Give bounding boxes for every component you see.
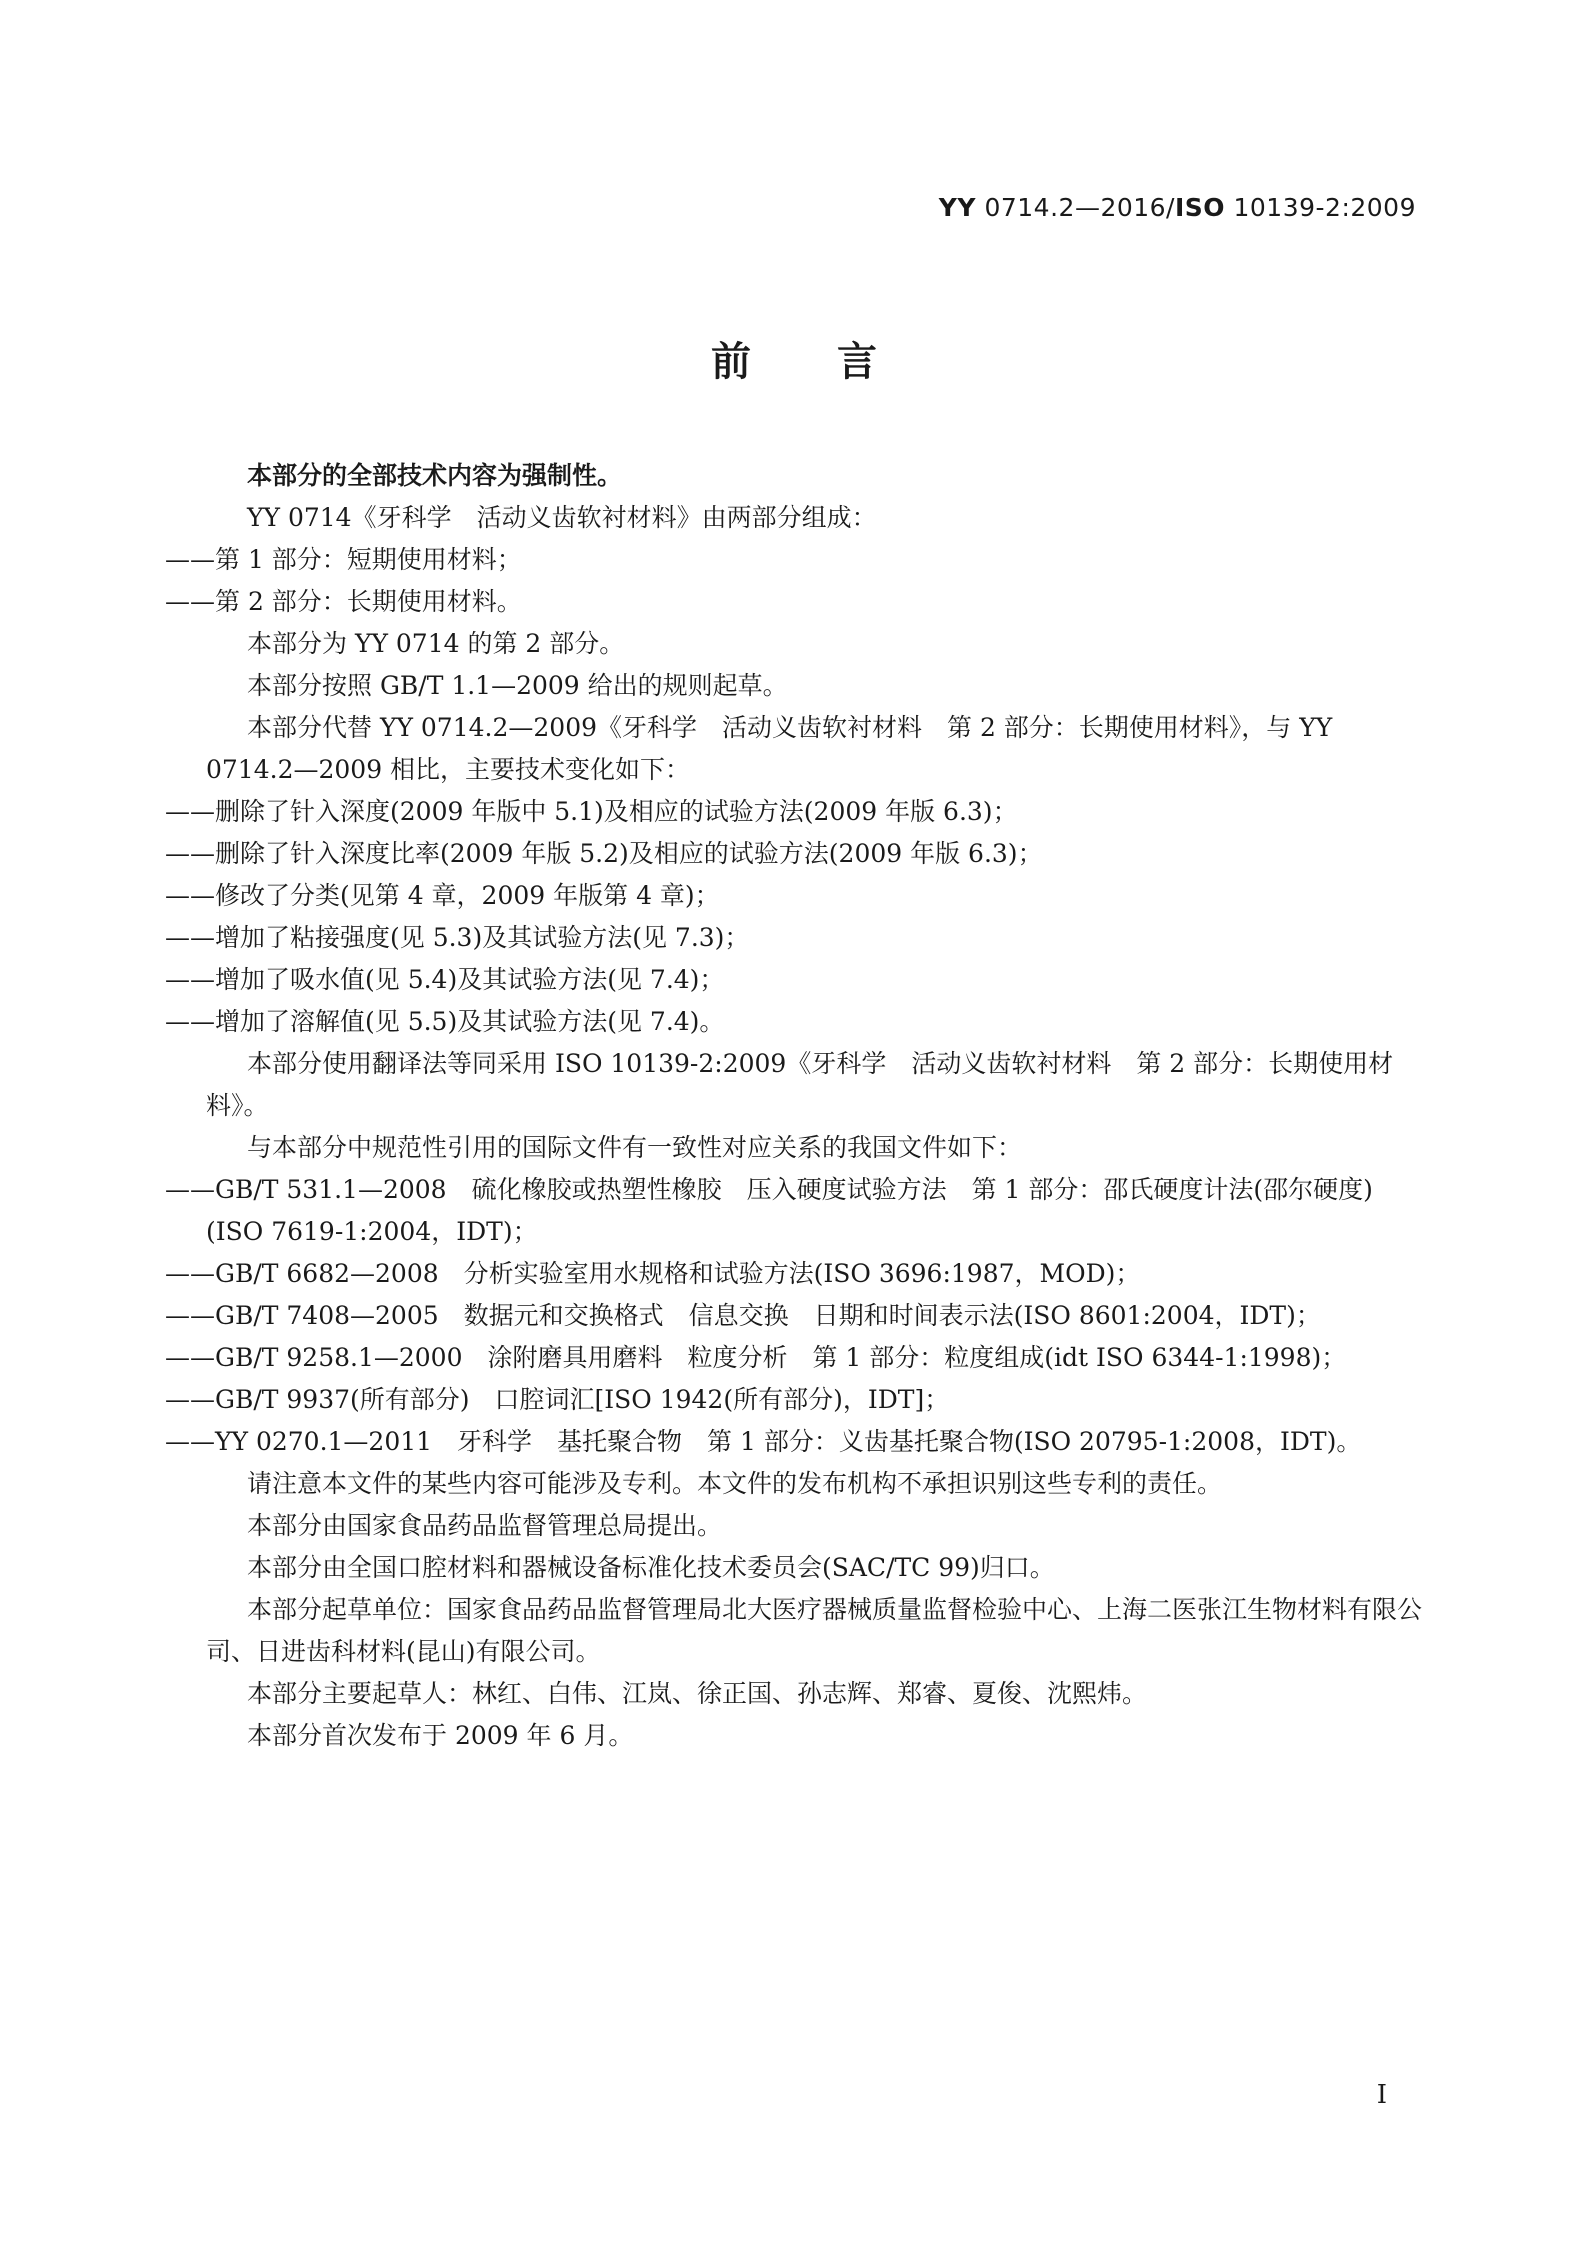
std-code-iso: ISO [1174,193,1226,222]
change-item-3: ——修改了分类(见第 4 章，2009 年版第 4 章)； [165,881,720,910]
paragraph-adoption: 本部分使用翻译法等同采用 ISO 10139-2:2009《牙科学 活动义齿软衬材料 第 2 部分：长期使用材料》。 [206,1049,1394,1120]
reference-item-1: ——GB/T 531.1—2008 硫化橡胶或热塑性橡胶 压入硬度试验方法 第 1 部分：邵氏硬度计法(邵尔硬度)(ISO 7619-1:2004，IDT)； [165,1175,1373,1246]
title-char-2: 言 [837,339,879,385]
paragraph-centralized-by: 本部分由全国口腔材料和器械设备标准化技术委员会(SAC/TC 99)归口。 [247,1553,1055,1582]
std-code-prefix: YY [938,193,977,222]
paragraph-structure: YY 0714《牙科学 活动义齿软衬材料》由两部分组成： [247,503,877,532]
paragraph-proposed-by: 本部分由国家食品药品监督管理总局提出。 [247,1511,723,1540]
title-char-1: 前 [711,339,753,385]
page-title [0,330,1590,387]
change-item-1: ——删除了针入深度(2009 年版中 5.1)及相应的试验方法(2009 年版 6.3)； [165,797,1018,826]
list-item-part-1: ——第 1 部分：短期使用材料； [165,545,522,574]
change-item-6: ——增加了溶解值(见 5.5)及其试验方法(见 7.4)。 [165,1007,725,1036]
reference-item-3: ——GB/T 7408—2005 数据元和交换格式 信息交换 日期和时间表示法(ISO 8601:2004，IDT)； [165,1301,1321,1330]
foreword-body [165,455,1424,1757]
paragraph-this-part: 本部分为 YY 0714 的第 2 部分。 [247,629,625,658]
reference-item-5: ——GB/T 9937(所有部分) 口腔词汇[ISO 1942(所有部分)，IDT]； [165,1385,950,1414]
paragraph-first-issue: 本部分首次发布于 2009 年 6 月。 [247,1721,634,1750]
reference-item-6: ——YY 0270.1—2011 牙科学 基托聚合物 第 1 部分：义齿基托聚合物(ISO 20795-1:2008，IDT)。 [165,1427,1362,1456]
paragraph-drafting-rules: 本部分按照 GB/T 1.1—2009 给出的规则起草。 [247,671,788,700]
std-code-iso-number: 10139-2:2009 [1225,193,1416,222]
reference-item-2: ——GB/T 6682—2008 分析实验室用水规格和试验方法(ISO 3696:1987，MOD)； [165,1259,1141,1288]
change-item-4: ——增加了粘接强度(见 5.3)及其试验方法(见 7.3)； [165,923,750,952]
std-code-number: 0714.2—2016/ [976,193,1175,222]
change-item-5: ——增加了吸水值(见 5.4)及其试验方法(见 7.4)； [165,965,725,994]
paragraph-mandatory: 本部分的全部技术内容为强制性。 [247,461,623,490]
paragraph-replaces: 本部分代替 YY 0714.2—2009《牙科学 活动义齿软衬材料 第 2 部分：长期使用材料》，与 YY 0714.2—2009 相比，主要技术变化如下： [206,713,1333,784]
list-item-part-2: ——第 2 部分：长期使用材料。 [165,587,522,616]
standard-number-header [939,193,1416,222]
paragraph-drafters: 本部分主要起草人：林红、白伟、江岚、徐正国、孙志辉、郑睿、夏俊、沈熙炜。 [247,1679,1148,1708]
paragraph-patent-notice: 请注意本文件的某些内容可能涉及专利。本文件的发布机构不承担识别这些专利的责任。 [247,1469,1223,1498]
change-item-2: ——删除了针入深度比率(2009 年版 5.2)及相应的试验方法(2009 年版 6.3)； [165,839,1043,868]
paragraph-references-intro: 与本部分中规范性引用的国际文件有一致性对应关系的我国文件如下： [247,1133,1023,1162]
reference-item-4: ——GB/T 9258.1—2000 涂附磨具用磨料 粒度分析 第 1 部分：粒度组成(idt ISO 6344-1:1998)； [165,1343,1347,1372]
page-number: I [1376,2080,1387,2110]
paragraph-drafting-units: 本部分起草单位：国家食品药品监督管理局北大医疗器械质量监督检验中心、上海二医张江生物材料有限公司、日进齿科材料(昆山)有限公司。 [206,1595,1423,1666]
